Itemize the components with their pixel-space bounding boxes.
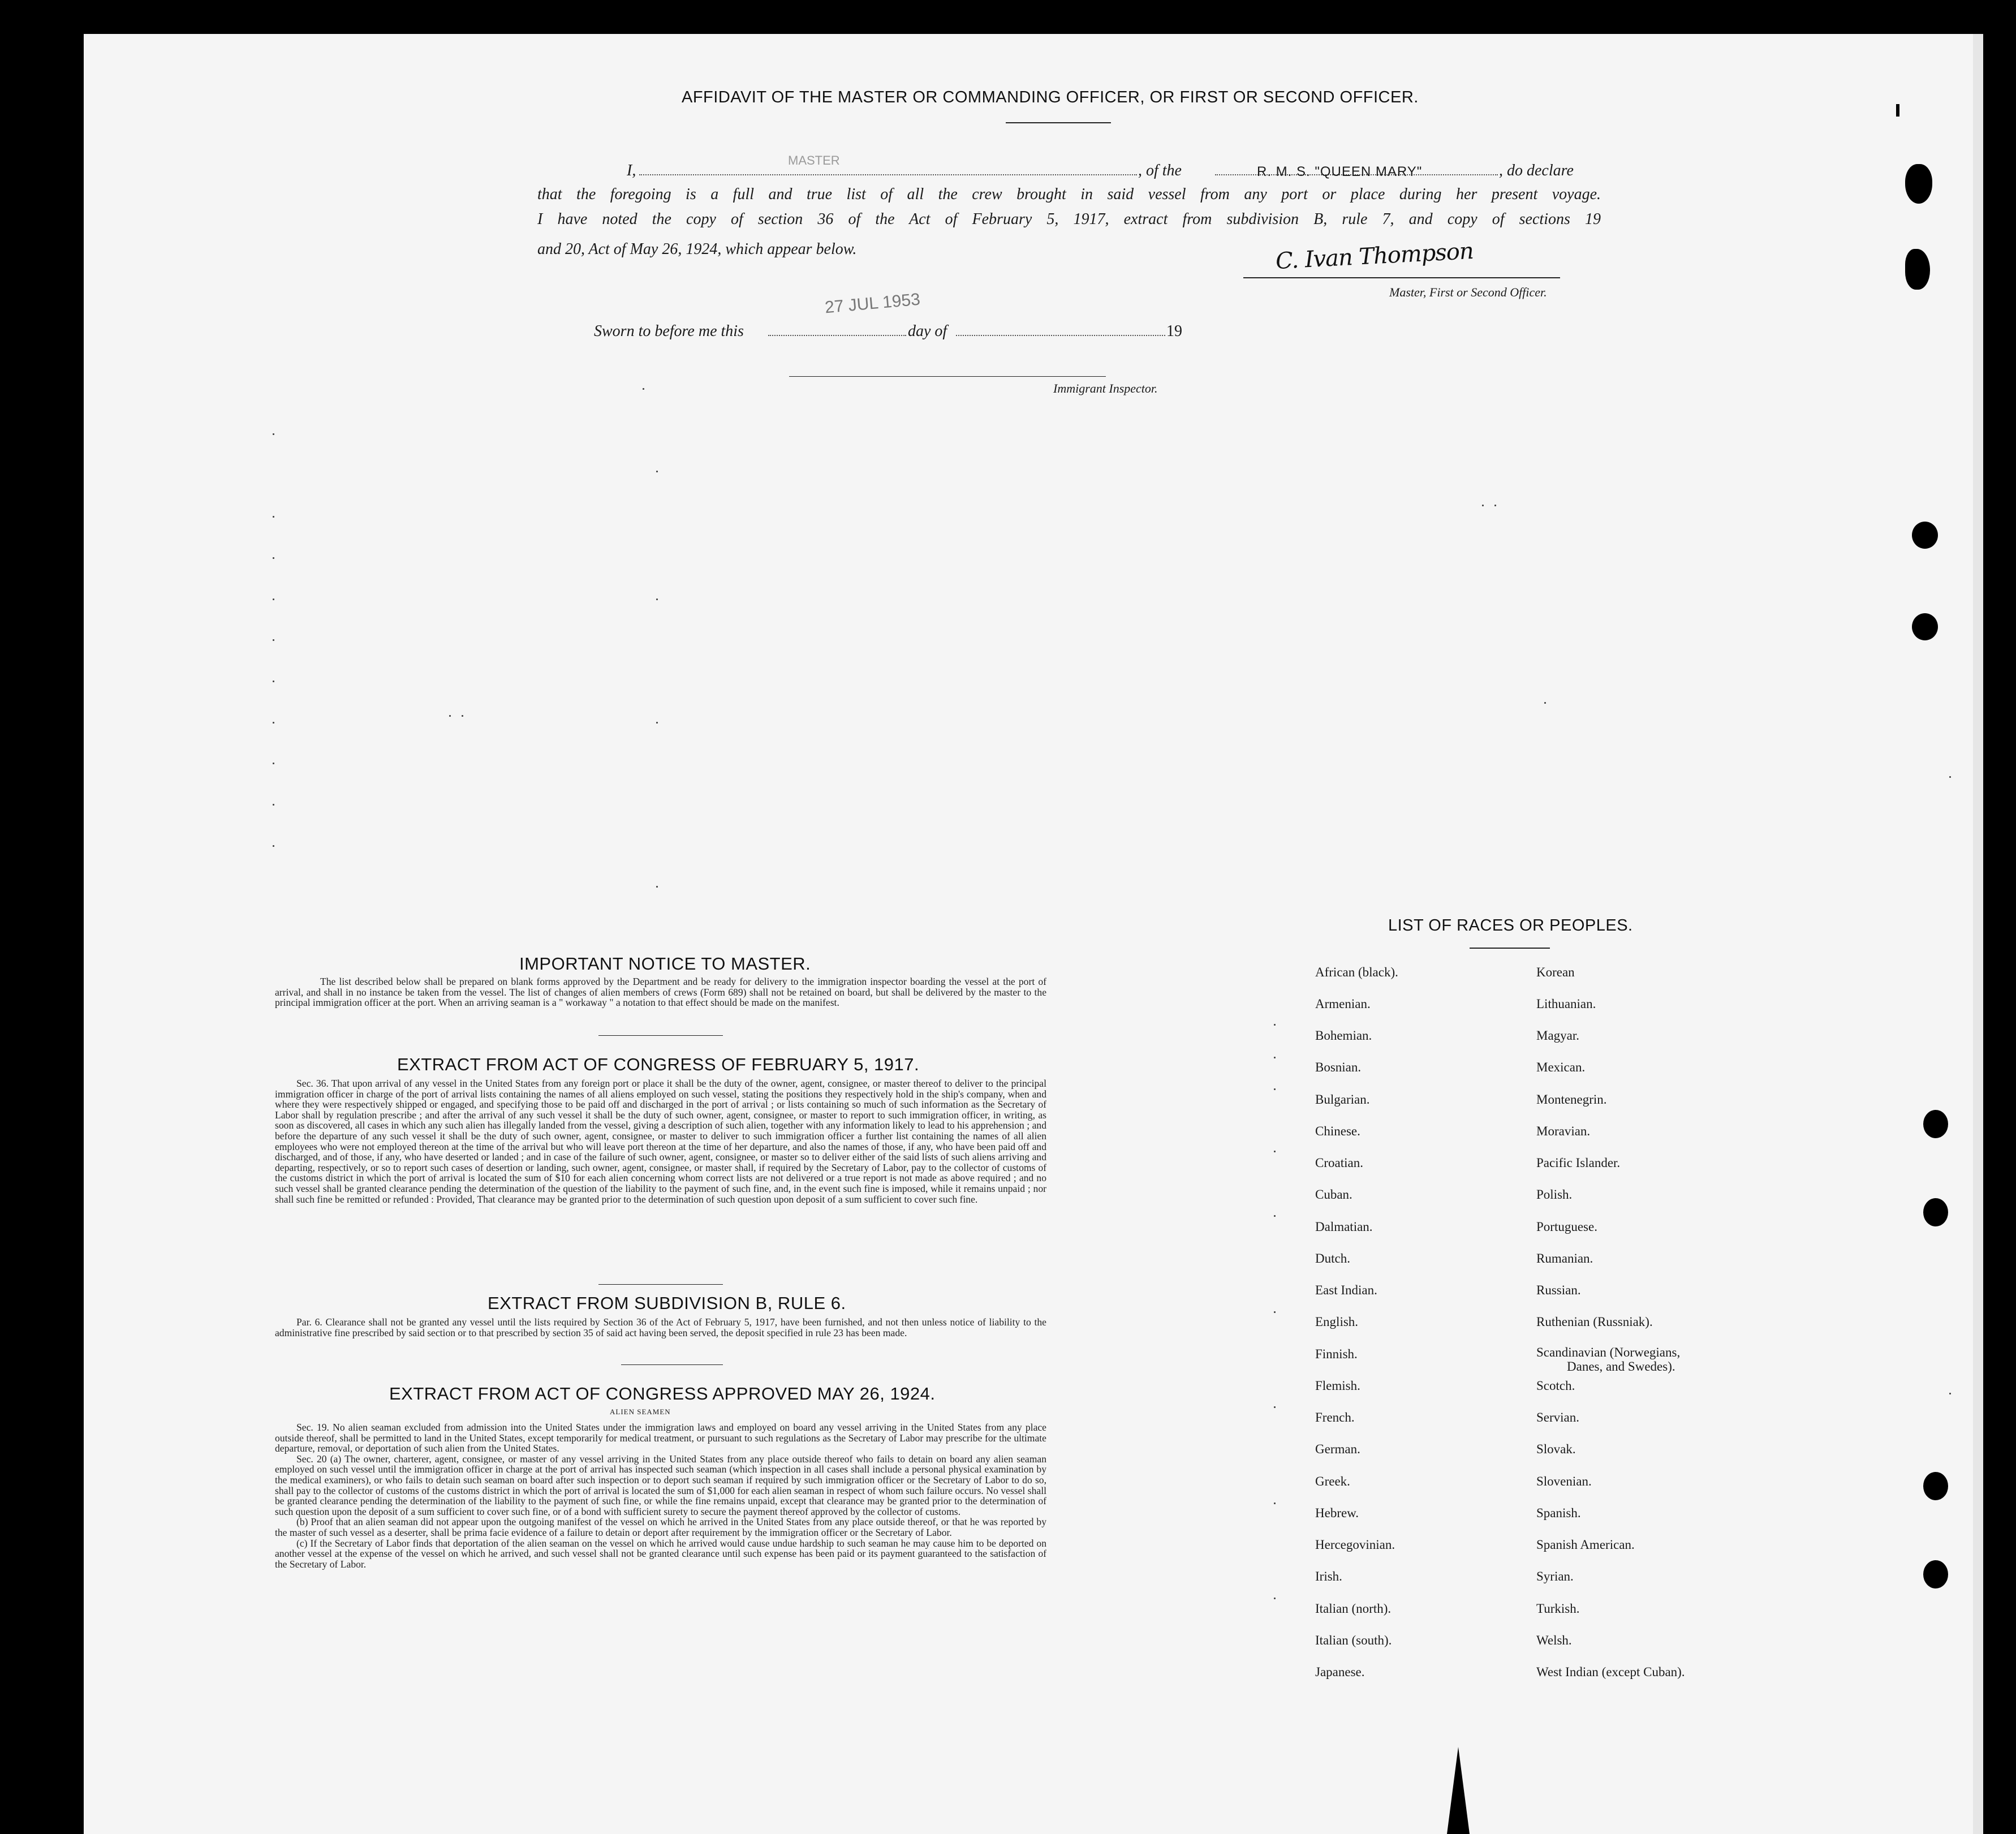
- race-left-12: Finnish.: [1315, 1347, 1358, 1361]
- extract-1924-sec20a: Sec. 20 (a) The owner, charterer, agent, consignee, or master of any vessel arriving in the United States from any place outside thereof who fails to detain on board any alien seaman employed on such vessel until the immigration officer in charge at the port of arrival has inspected such seaman (which inspection in all cases shall include a personal physical examination by the medical examiners), or who fails to detain such seaman on board after such inspection or to deport such seaman if required by such immigration officer or the Secretary of Labor to do so, shall pay to the collector of customs of the customs district in which the port of arrival is located the sum of $1,000 for each alien seaman in respect of whom such failure occurs. No vessel shall be granted clearance pending the determination of the liability to the payment of such fine, or while the fine remains unpaid, except that clearance may be granted prior to the determination of such question upon the deposit of a sum sufficient to cover such fine, or of a bond with sufficient surety to secure the payment thereof approved by the collector of customs.: [275, 1453, 1046, 1517]
- speck: [1274, 1598, 1276, 1599]
- race-right-1: Lithuanian.: [1536, 997, 1596, 1011]
- race-left-16: Greek.: [1315, 1474, 1350, 1488]
- race-right-8: Portuguese.: [1536, 1220, 1597, 1234]
- inspector-caption: Immigrant Inspector.: [1053, 381, 1158, 395]
- rule6-divider: [621, 1364, 723, 1365]
- sworn-day-line: [768, 335, 906, 336]
- name-line: [639, 174, 1137, 175]
- race-right-14: Servian.: [1536, 1410, 1580, 1424]
- speck: [449, 715, 451, 717]
- race-left-0: African (black).: [1315, 965, 1398, 979]
- race-right-6: Pacific Islander.: [1536, 1156, 1621, 1170]
- extract-1924-title: EXTRACT FROM ACT OF CONGRESS APPROVED MAY 26, 1924.: [389, 1384, 936, 1404]
- speck: [273, 516, 274, 518]
- extract-1924-sec20b: (b) Proof that an alien seaman did not appear upon the outgoing manifest of the vessel on which he arrived in the United States from any place outside thereof, or that he was reported by the master of such vessel as a deserter, shall be prima facie evidence of a failure to detain or deport after requirement by the immigration officer or the Secretary of Labor.: [275, 1516, 1046, 1538]
- affidavit-line-2: I have noted the copy of section 36 of the Act of February 5, 1917, extract from subdivision B, rule 7, and copy of sections 19: [537, 210, 1601, 228]
- speck: [1274, 1057, 1276, 1058]
- race-left-8: Dalmatian.: [1315, 1220, 1373, 1234]
- punch-hole: [1923, 1198, 1948, 1226]
- speck: [656, 722, 658, 724]
- speck: [273, 804, 274, 806]
- race-right-21: Welsh.: [1536, 1633, 1572, 1647]
- extract-1917-paragraph: Sec. 36. That upon arrival of any vessel in the United States from any foreign port or place it shall be the duty of the owner, agent, consignee, or master thereof to deliver to the principal immigration officer in charge of the port of arrival lists containing the names of all aliens employed on such vessel, stating the positions they respectively hold in the ship's company, when and where they were respectively shipped or engaged, and specifying those to be paid off and discharged in the port of arrival ; or lists containing so much of such information as the Secretary of Labor shall by regulation prescribe ; and after the arrival of any such vessel it shall be the duty of such owner, agent, consignee, or master to report to such immigration officer, in writing, as soon as discovered, all cases in which any such alien has illegally landed from the vessel, giving a description of such alien, together with any information likely to lead to his apprehension ; and before the departure of any such vessel it shall be the duty of such owner, agent, consignee, or master to deliver to such immigration officer a further list containing the names of all alien employees who were not employed thereon at the time of the arrival but who will leave port thereon at the time of her departure, and also the names of those, if any, who have been paid off and discharged, and of those, if any, who have deserted or landed ; and in case of the failure of such owner, agent, consignee, or master so to deliver either of the said lists of such aliens arriving and departing, respectively, or so to report such cases of desertion or landing, such owner, agent, consignee, or master shall, if required by the Secretary of Labor, pay to the collector of customs of the customs district in which the port of arrival is located the sum of $10 for each alien concerning whom correct lists are not delivered or a true report is not made as above required ; and no such vessel shall be granted clearance pending the determination of the question of the liability to the payment of such fine, and, in the event such fine is imposed, while it remains unpaid ; nor shall such fine be remitted or refunded : Provided, That clearance may be granted prior to the determination of such question upon deposit of a sum sufficient to cover such fine.: [275, 1078, 1046, 1205]
- speck: [656, 599, 658, 600]
- master-stamp: MASTER: [788, 153, 840, 167]
- sworn-label: Sworn to before me this: [594, 322, 744, 340]
- race-right-12: Scandinavian (Norwegians,: [1536, 1345, 1681, 1359]
- speck: [462, 715, 463, 717]
- race-left-22: Japanese.: [1315, 1665, 1365, 1679]
- extract-1917-divider: [598, 1284, 723, 1285]
- speck: [643, 388, 644, 390]
- speck: [1949, 1393, 1951, 1394]
- do-declare-label: , do declare: [1499, 162, 1574, 179]
- speck: [1544, 702, 1546, 704]
- race-right-0: Korean: [1536, 965, 1575, 979]
- speck: [273, 639, 274, 641]
- speck: [273, 763, 274, 764]
- race-left-4: Bulgarian.: [1315, 1092, 1370, 1107]
- punch-hole: [1923, 1110, 1948, 1138]
- speck: [1274, 1215, 1276, 1217]
- race-right-22: West Indian (except Cuban).: [1536, 1665, 1685, 1679]
- page-edge: [1973, 34, 1983, 1834]
- day-of-label: day of: [908, 322, 947, 340]
- extract-1924-body: [275, 1422, 1046, 1569]
- speck: [1274, 1088, 1276, 1090]
- race-right-10: Russian.: [1536, 1283, 1581, 1297]
- race-left-21: Italian (south).: [1315, 1633, 1392, 1647]
- speck: [656, 471, 658, 472]
- speck: [1274, 1502, 1276, 1504]
- race-left-3: Bosnian.: [1315, 1060, 1362, 1074]
- date-stamp: 27 JUL 1953: [824, 290, 921, 317]
- race-right-2: Magyar.: [1536, 1028, 1580, 1043]
- race-right-16: Slovenian.: [1536, 1474, 1592, 1488]
- speck: [1274, 1024, 1276, 1026]
- vessel-name: R. M. S. "QUEEN MARY": [1257, 164, 1423, 179]
- affidavit-title: AFFIDAVIT OF THE MASTER OR COMMANDING OFFICER, OR FIRST OR SECOND OFFICER.: [682, 88, 1419, 106]
- race-left-2: Bohemian.: [1315, 1028, 1372, 1043]
- ink-mark: [1896, 104, 1899, 117]
- extract-1924-sec19: Sec. 19. No alien seaman excluded from admission into the United States under the immigration laws and employed on board any vessel arriving in the United States from any place outside thereof, shall be permitted to land in the United States, except temporarily for medical treatment, or pursuant to such regulations as the Secretary of Labor may prescribe for the ultimate departure, removal, or deportation of such alien from the United States.: [275, 1422, 1046, 1454]
- race-left-13: Flemish.: [1315, 1379, 1360, 1393]
- i-label: I,: [627, 162, 636, 179]
- rule6-paragraph: Par. 6. Clearance shall not be granted any vessel until the lists required by Section 36 of the Act of February 5, 1917, have been furnished, and not then unless notice of liability to the administrative fine prescribed by said section or to that prescribed by section 35 of said act having been served, the deposit specified in rule 23 has been made.: [275, 1316, 1046, 1338]
- race-left-9: Dutch.: [1315, 1251, 1350, 1265]
- notice-divider: [598, 1035, 723, 1036]
- affidavit-line-1: that the foregoing is a full and true list of all the crew brought in said vessel from any port or place during her present voyage.: [537, 186, 1601, 203]
- speck: [273, 845, 274, 847]
- signature: C. Ivan Thompson: [1275, 238, 1474, 275]
- extract-1924-sec20c: (c) If the Secretary of Labor finds that deportation of the alien seaman on the vessel on which he arrived would cause undue hardship to such seaman he may cause him to be deported on another vessel at the expense of the vessel on which he arrived, and such vessel shall not be granted clearance until such expense has been paid or its payment guaranteed to the satisfaction of the Secretary of Labor.: [275, 1537, 1046, 1570]
- race-right-19: Syrian.: [1536, 1569, 1574, 1583]
- race-left-6: Croatian.: [1315, 1156, 1363, 1170]
- speck: [656, 886, 658, 888]
- race-right-3: Mexican.: [1536, 1060, 1586, 1074]
- extract-1924-subtitle: ALIEN SEAMEN: [610, 1407, 671, 1416]
- race-right-20: Turkish.: [1536, 1601, 1580, 1616]
- sworn-month-line: [956, 335, 1165, 336]
- affidavit-line-3: and 20, Act of May 26, 1924, which appear below.: [537, 240, 857, 258]
- extract-1917-body: [275, 1078, 1046, 1204]
- extract-1917-title: EXTRACT FROM ACT OF CONGRESS OF FEBRUARY 5, 1917.: [397, 1054, 920, 1074]
- of-the-label: , of the: [1138, 162, 1182, 179]
- races-title: LIST OF RACES OR PEOPLES.: [1388, 916, 1633, 935]
- race-right-13: Scotch.: [1536, 1379, 1575, 1393]
- speck: [1274, 1151, 1276, 1152]
- speck: [273, 433, 274, 435]
- punch-hole: [1923, 1560, 1948, 1588]
- race-left-20: Italian (north).: [1315, 1601, 1392, 1616]
- speck: [1274, 1406, 1276, 1408]
- punch-hole: [1905, 249, 1930, 290]
- race-right-4: Montenegrin.: [1536, 1092, 1607, 1107]
- race-left-7: Cuban.: [1315, 1187, 1352, 1202]
- race-left-19: Irish.: [1315, 1569, 1342, 1583]
- notice-body: [275, 976, 1046, 1008]
- notice-title: IMPORTANT NOTICE TO MASTER.: [519, 954, 811, 974]
- title-rule: [1006, 122, 1111, 123]
- punch-hole: [1923, 1472, 1948, 1500]
- race-right-17: Spanish.: [1536, 1506, 1581, 1520]
- punch-hole: [1912, 613, 1938, 640]
- races-title-rule: [1470, 948, 1550, 949]
- year-prefix: 19: [1166, 322, 1182, 340]
- punch-hole: [1912, 522, 1938, 549]
- rule6-title: EXTRACT FROM SUBDIVISION B, RULE 6.: [488, 1293, 846, 1313]
- inspector-line: [789, 376, 1106, 377]
- speck: [1482, 505, 1484, 506]
- race-right-5: Moravian.: [1536, 1124, 1591, 1138]
- notice-paragraph: The list described below shall be prepared on blank forms approved by the Department and be ready for delivery to the immigration inspector boarding the vessel at the port of arrival, and shall in no instance be taken from the vessel. The list of changes of alien members of crews (Form 689) shall not be retained on board, but shall be delivered by the master to the principal immigration officer at the port. When an arriving seaman is a " workaway " a notation to that effect should be made on the manifest.: [275, 976, 1046, 1009]
- race-left-17: Hebrew.: [1315, 1506, 1359, 1520]
- speck: [273, 681, 274, 682]
- race-right-15: Slovak.: [1536, 1442, 1576, 1456]
- race-right-11: Ruthenian (Russniak).: [1536, 1315, 1653, 1329]
- race-left-18: Hercegovinian.: [1315, 1538, 1395, 1552]
- race-right-18: Spanish American.: [1536, 1538, 1635, 1552]
- race-left-11: English.: [1315, 1315, 1359, 1329]
- race-right-12-cont: Danes, and Swedes).: [1567, 1359, 1675, 1374]
- race-left-15: German.: [1315, 1442, 1360, 1456]
- race-left-14: French.: [1315, 1410, 1355, 1424]
- speck: [1274, 1311, 1276, 1313]
- race-right-7: Polish.: [1536, 1187, 1573, 1202]
- race-left-10: East Indian.: [1315, 1283, 1377, 1297]
- race-left-5: Chinese.: [1315, 1124, 1360, 1138]
- race-right-9: Rumanian.: [1536, 1251, 1593, 1265]
- speck: [273, 557, 274, 559]
- speck: [273, 722, 274, 724]
- signature-caption: Master, First or Second Officer.: [1389, 285, 1547, 299]
- torn-notch: [1447, 1747, 1470, 1834]
- punch-hole: [1905, 164, 1932, 204]
- rule6-body: [275, 1317, 1046, 1338]
- speck: [1494, 505, 1496, 506]
- speck: [273, 599, 274, 600]
- signature-line: [1243, 277, 1560, 278]
- race-left-1: Armenian.: [1315, 997, 1371, 1011]
- speck: [1949, 776, 1951, 778]
